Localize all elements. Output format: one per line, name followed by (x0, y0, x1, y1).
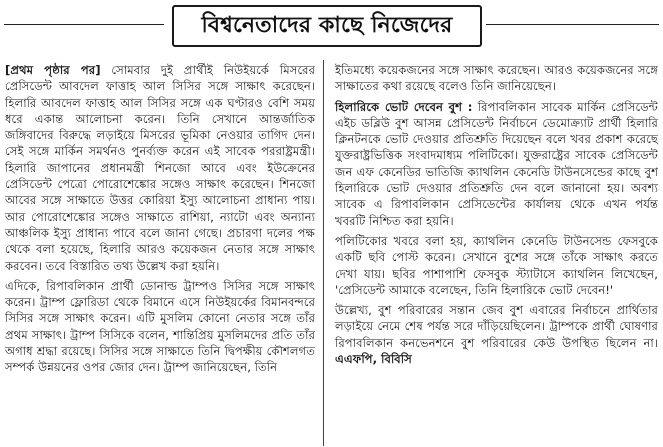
lead-tag: [প্রথম পৃষ্ঠার পর] (5, 63, 101, 77)
headline-rule-right (486, 24, 659, 25)
headline-box (172, 5, 482, 47)
right-paragraph-4-text: উল্লেখ্য, বুশ পরিবারের সন্তান জেব বুশ এবারের নির্বাচনে প্রার্থিতার লড়াইয়ে নেমে শেষ পর্যন্ত সরে দাঁড়িয়েছিলেন। ট্রাম্পকে প্রার্থী ঘোষণার রিপাবলিকান কনভেনশনে বুশ পরিবারের কেউ উপস্থিত ছিলেন না। (335, 303, 658, 350)
headline-rule-left (4, 24, 164, 25)
news-credit: এএফপি, বিবিসি (335, 352, 412, 367)
right-column (335, 62, 658, 367)
right-paragraph-4 (335, 302, 658, 367)
right-paragraph-3: পলিটিকোর খবরে বলা হয়, ক্যাথলিন কেনেডি টাউনসেন্ড ফেসবুকে একটি ছবি পোস্ট করেন। সেখানে বুশের সঙ্গে তাঁকে সাক্ষাৎ করতে দেখা যায়। ছবির পাশাপাশি ফেসবুক স্ট্যাটাসে ক্যাথলিন লিখেছেন, 'প্রেসিডেন্ট আমাকে বলেছেন, তিনি হিলারিকে ভোট দেবেন!' (335, 233, 658, 297)
right-paragraph-2-text: রিপাবলিকান সাবেক মার্কিন প্রেসিডেন্ট এইচ ডব্লিউ বুশ আসন্ন প্রেসিডেন্ট নির্বাচনে ডেমোক্র্যাট প্রার্থী হিলারি ক্লিনটনকে ভোট দেওয়ার প্রতিশ্রুতি দিয়েছেন বলে খবর প্রকাশ করেছে যুক্তরাষ্ট্রভিত্তিক সংবাদমাধ্যম পলিটিকো। যুক্তরাষ্ট্রের সাবেক প্রেসিডেন্ট জন এফ কেনেডির ভাতিজি ক্যাথলিন কেনেডি টাউনসেন্ডের কাছে বুশ হিলারিকে ভোট দেওয়ার প্রতিশ্রুতি দেন বলে জানানো হয়। অবশ্য সাবেক এ রিপাবলিকান প্রেসিডেন্টের কার্যালয় থেকে এখন পর্যন্ত খবরটি নিশ্চিত করা হয়নি। (335, 99, 658, 228)
left-column (5, 62, 315, 376)
column-divider (323, 60, 324, 446)
right-paragraph-2 (335, 99, 658, 229)
left-paragraph-1-text: সোমবার দুই প্রার্থীই নিউইয়র্কে মিসরের প্রেসিডেন্ট আবদেল ফাত্তাহ আল সিসির সঙ্গে সাক্ষাৎ করেছেন। হিলারি আবদেল ফাত্তাহ আল সিসির সঙ্গে এক ঘণ্টারও বেশি সময় ধরে একান্ত আলোচনা করেন। তিনি সেখানে আন্তর্জাতিক জঙ্গিবাদের বিরুদ্ধে লড়াইয়ে মিসরের ভূমিকা নেওয়ার তাগিদ দেন। সেই সঙ্গে মার্কিন সমর্থনও পুনর্ব্যক্ত করেন এই সাবেক পররাষ্ট্রমন্ত্রী। হিলারি জাপানের প্রধানমন্ত্রী শিনজো আবে এবং ইউক্রেনের প্রেসিডেন্ট পেত্রো পোরোশেঙ্কোর সঙ্গেও সাক্ষাৎ করেছেন। শিনজো আবের সঙ্গে সাক্ষাতে উত্তর কোরিয়া ইস্যু আলোচনা প্রাধান্য পায়। আর পোরোশেঙ্কোর সঙ্গেও সাক্ষাতে রাশিয়া, ন্যাটো এবং অন্যান্য আঞ্চলিক ইস্যু প্রাধান্য পাবে বলে জানা গেছে। প্রচারণা দলের পক্ষ থেকে বলা হয়েছে, হিলারি আরও কয়েকজন নেতার সঙ্গে সাক্ষাৎ করবেন। তবে বিস্তারিত তথ্য উল্লেখ করা হয়নি। (5, 63, 316, 273)
right-paragraph-1: ইতিমধ্যে কয়েকজনের সঙ্গে সাক্ষাৎ করেছেন। আরও কয়েকজনের সঙ্গে সাক্ষাতের কথা রয়েছে বলেও তিনি জানিয়েছেন। (335, 63, 658, 94)
subhead: হিলারিকে ভোট দেবেন বুশ : (335, 99, 473, 114)
headline-bar (0, 2, 663, 48)
left-paragraph-2: এদিকে, রিপাবলিকান প্রার্থী ডোনাল্ড ট্রাম্পও সিসির সঙ্গে সাক্ষাৎ করেন। ট্রাম্প ফ্লোরিডা থেকে বিমানে এসে নিউইয়র্কের বিমানবন্দরে সিসির সঙ্গে সাক্ষাৎ করেন। এটি মুসলিম কোনো নেতার সঙ্গে তাঁর প্রথম সাক্ষাৎ। ট্রাম্প সিসিকে বলেন, শান্তিপ্রিয় মুসলিমদের প্রতি তাঁর অগাধ শ্রদ্ধা রয়েছে। সিসির সঙ্গে সাক্ষাতে তিনি দ্বিপক্ষীয় কৌশলগত সম্পর্ক উন্নয়নের ওপর জোর দেন। ট্রাম্প জানিয়েছেন, তিনি (5, 278, 315, 375)
headline: বিশ্বনেতাদের কাছে নিজেদের (201, 11, 453, 38)
left-paragraph-1 (5, 62, 315, 274)
